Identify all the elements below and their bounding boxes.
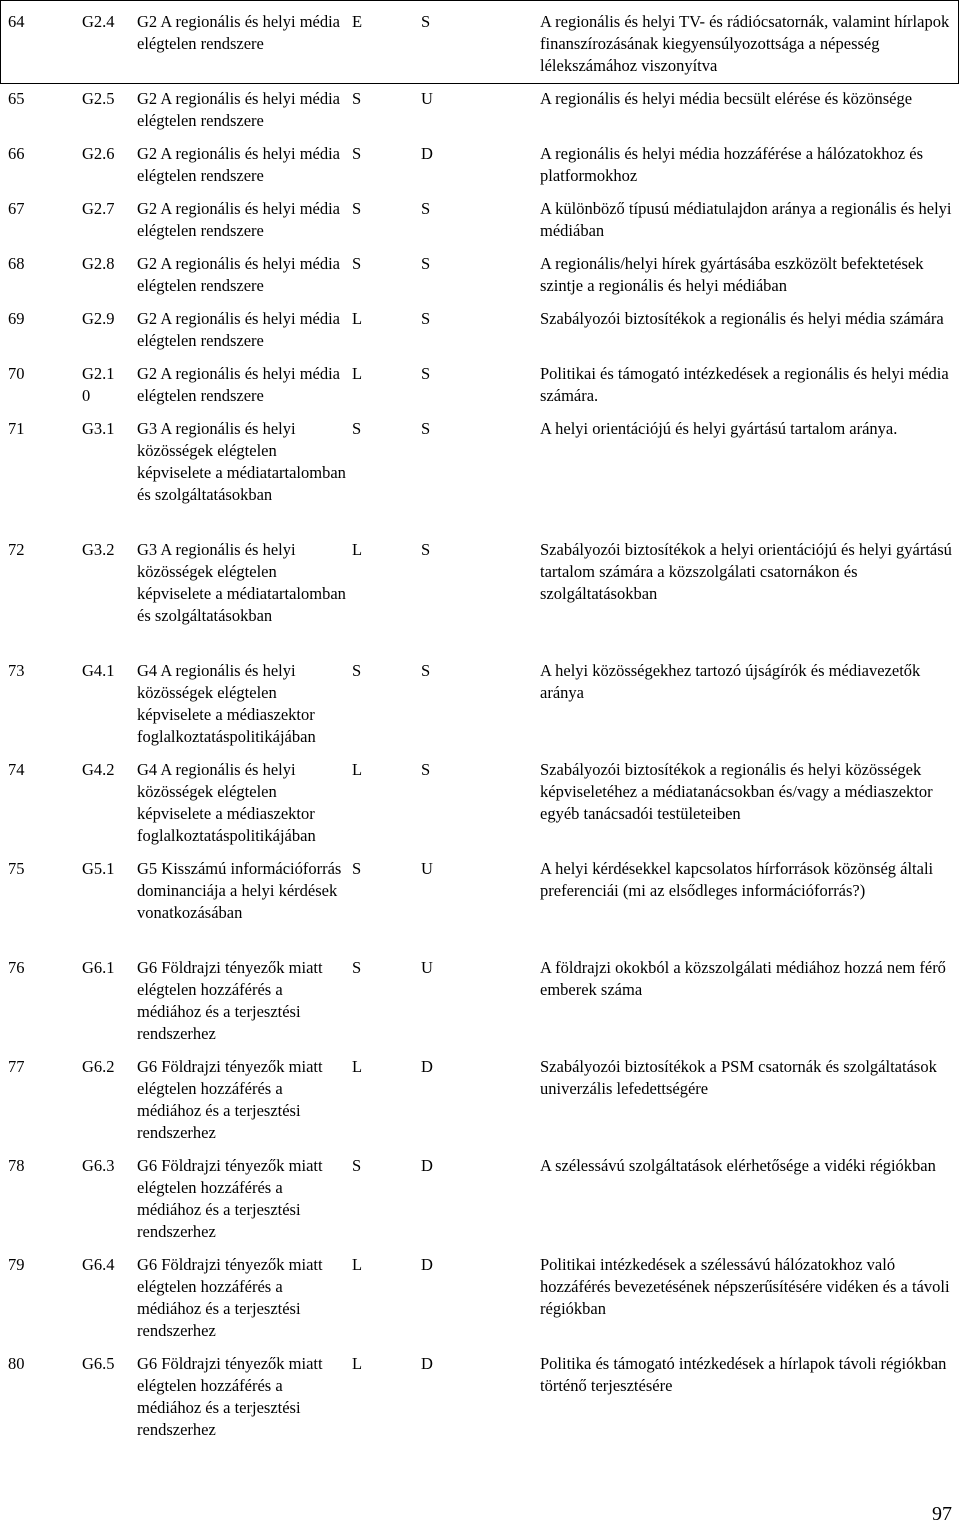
indicator-description: A regionális és helyi média hozzáférése a hálózatokhoz és platformokhoz (540, 144, 924, 185)
indicator-id: G2.7 (82, 199, 115, 218)
row-number: 67 (8, 199, 25, 218)
indicator-id: G6.1 (82, 958, 115, 977)
row-number: 75 (8, 859, 25, 878)
indicator-id: G2.9 (82, 309, 115, 328)
level-code-1: S (352, 89, 362, 108)
indicator-id: G2.8 (82, 254, 115, 273)
indicator-description: A földrajzi okokból a közszolgálati médiához hozzá nem férő emberek száma (540, 958, 946, 999)
level-code-1: L (352, 760, 363, 779)
indicator-description: A regionális/helyi hírek gyártásába eszközölt befektetések szintje a regionális és helyi médiában (540, 254, 924, 295)
indicator-id: G5.1 (82, 859, 115, 878)
level-code-2: S (421, 419, 431, 438)
indicator-category: G2 A regionális és helyi média elégtelen rendszere (137, 254, 341, 295)
level-code-2: S (421, 199, 431, 218)
indicator-category: G3 A regionális és helyi közösségek elégtelen képviselete a médiatartalomban és szolgáltatásokban (137, 419, 346, 504)
indicator-id: G6.4 (82, 1255, 115, 1274)
indicator-description: Politikai és támogató intézkedések a regionális és helyi média számára. (540, 364, 949, 405)
indicator-description: A regionális és helyi média becsült elérése és közönsége (540, 89, 913, 108)
level-code-1: S (352, 199, 362, 218)
level-code-2: D (421, 1255, 433, 1274)
row-number: 73 (8, 661, 25, 680)
indicator-category: G2 A regionális és helyi média elégtelen rendszere (137, 309, 341, 350)
indicator-description: Szabályozói biztosítékok a helyi orientációjú és helyi gyártású tartalom számára a közszolgálati csatornákon és szolgáltatásokban (540, 540, 952, 603)
level-code-1: S (352, 144, 362, 163)
indicator-description: Politikai intézkedések a szélessávú hálózatokhoz való hozzáférés bevezetésének népszerűsítésére vidéken és a távoli régiókban (540, 1255, 950, 1318)
level-code-2: D (421, 1156, 433, 1175)
level-code-2: S (421, 309, 431, 328)
page-number: 97 (932, 1503, 952, 1525)
indicator-description: A szélessávú szolgáltatások elérhetősége a vidéki régiókban (540, 1156, 936, 1175)
indicator-category: G3 A regionális és helyi közösségek elégtelen képviselete a médiatartalomban és szolgáltatásokban (137, 540, 346, 625)
row-number: 69 (8, 309, 25, 328)
indicator-category: G2 A regionális és helyi média elégtelen rendszere (137, 12, 341, 53)
row-number: 72 (8, 540, 25, 559)
row-number: 65 (8, 89, 25, 108)
indicator-category: G6 Földrajzi tényezők miatt elégtelen hozzáférés a médiához és a terjesztési rendszerhez (137, 1156, 323, 1241)
indicator-id: G3.2 (82, 540, 115, 559)
row-number: 79 (8, 1255, 25, 1274)
indicator-description: Szabályozói biztosítékok a regionális és helyi közösségek képviseletéhez a médiatanácsokban és/vagy a médiaszektor egyéb tanácsadói testületeiben (540, 760, 933, 823)
indicator-id: G4.2 (82, 760, 115, 779)
level-code-2: S (421, 661, 431, 680)
indicator-category: G4 A regionális és helyi közösségek elégtelen képviselete a médiaszektor foglalkoztatáspolitikájában (137, 760, 316, 845)
indicator-id: G6.5 (82, 1354, 115, 1373)
indicator-category: G5 Kisszámú információforrás dominanciája a helyi kérdések vonatkozásában (137, 859, 342, 922)
row-number: 68 (8, 254, 25, 273)
indicator-description: Szabályozói biztosítékok a PSM csatornák és szolgáltatások univerzális lefedettségére (540, 1057, 937, 1098)
row-number: 76 (8, 958, 25, 977)
indicator-description: Politika és támogató intézkedések a hírlapok távoli régiókban történő terjesztésére (540, 1354, 947, 1395)
level-code-1: S (352, 661, 362, 680)
indicator-category: G2 A regionális és helyi média elégtelen rendszere (137, 364, 341, 405)
level-code-2: U (421, 958, 433, 977)
indicator-category: G2 A regionális és helyi média elégtelen rendszere (137, 199, 341, 240)
level-code-2: U (421, 89, 433, 108)
row-number: 70 (8, 364, 25, 383)
row-number: 80 (8, 1354, 25, 1373)
level-code-1: S (352, 419, 362, 438)
level-code-1: L (352, 364, 363, 383)
indicator-id: G4.1 (82, 661, 115, 680)
indicator-id: G2.4 (82, 12, 115, 31)
indicator-category: G4 A regionális és helyi közösségek elégtelen képviselete a médiaszektor foglalkoztatáspolitikájában (137, 661, 316, 746)
row-number: 64 (8, 12, 25, 31)
indicator-description: A különböző típusú médiatulajdon aránya a regionális és helyi médiában (540, 199, 952, 240)
level-code-1: S (352, 1156, 362, 1175)
level-code-1: S (352, 859, 362, 878)
level-code-1: S (352, 254, 362, 273)
row-number: 71 (8, 419, 25, 438)
indicator-description: A helyi orientációjú és helyi gyártású tartalom aránya. (540, 419, 898, 438)
level-code-1: S (352, 958, 362, 977)
level-code-2: U (421, 859, 433, 878)
level-code-2: S (421, 540, 431, 559)
indicator-category: G2 A regionális és helyi média elégtelen rendszere (137, 89, 341, 130)
indicator-description: Szabályozói biztosítékok a regionális és helyi média számára (540, 309, 944, 328)
indicator-description: A helyi közösségekhez tartozó újságírók és médiavezetők aránya (540, 661, 921, 702)
row-number: 78 (8, 1156, 25, 1175)
level-code-1: L (352, 1057, 363, 1076)
level-code-1: L (352, 309, 363, 328)
level-code-2: D (421, 144, 433, 163)
indicator-category: G6 Földrajzi tényezők miatt elégtelen hozzáférés a médiához és a terjesztési rendszerhez (137, 1057, 323, 1142)
indicator-id: G3.1 (82, 419, 115, 438)
indicator-id: G6.2 (82, 1057, 115, 1076)
row-number: 66 (8, 144, 25, 163)
indicator-category: G6 Földrajzi tényezők miatt elégtelen hozzáférés a médiához és a terjesztési rendszerhez (137, 958, 323, 1043)
row-number: 74 (8, 760, 25, 779)
indicator-id: G2.5 (82, 89, 115, 108)
level-code-2: D (421, 1354, 433, 1373)
indicator-category: G2 A regionális és helyi média elégtelen rendszere (137, 144, 341, 185)
indicator-id: G6.3 (82, 1156, 115, 1175)
row-number: 77 (8, 1057, 25, 1076)
indicator-category: G6 Földrajzi tényezők miatt elégtelen hozzáférés a médiához és a terjesztési rendszerhez (137, 1255, 323, 1340)
level-code-2: S (421, 364, 431, 383)
level-code-1: L (352, 540, 363, 559)
level-code-1: L (352, 1255, 363, 1274)
indicator-id: G2.1 0 (82, 364, 115, 405)
level-code-2: S (421, 254, 431, 273)
level-code-2: S (421, 760, 431, 779)
level-code-2: D (421, 1057, 433, 1076)
level-code-1: E (352, 12, 363, 31)
indicator-description: A regionális és helyi TV- és rádiócsatornák, valamint hírlapok finanszírozásának kiegyensúlyozottsága a népesség lélekszámához viszonyítva (540, 12, 950, 75)
indicator-description: A helyi kérdésekkel kapcsolatos hírforrások közönség általi preferenciái (mi az elsődleges információforrás?) (540, 859, 934, 900)
level-code-2: S (421, 12, 431, 31)
indicator-id: G2.6 (82, 144, 115, 163)
indicator-category: G6 Földrajzi tényezők miatt elégtelen hozzáférés a médiához és a terjesztési rendszerhez (137, 1354, 323, 1439)
level-code-1: L (352, 1354, 363, 1373)
